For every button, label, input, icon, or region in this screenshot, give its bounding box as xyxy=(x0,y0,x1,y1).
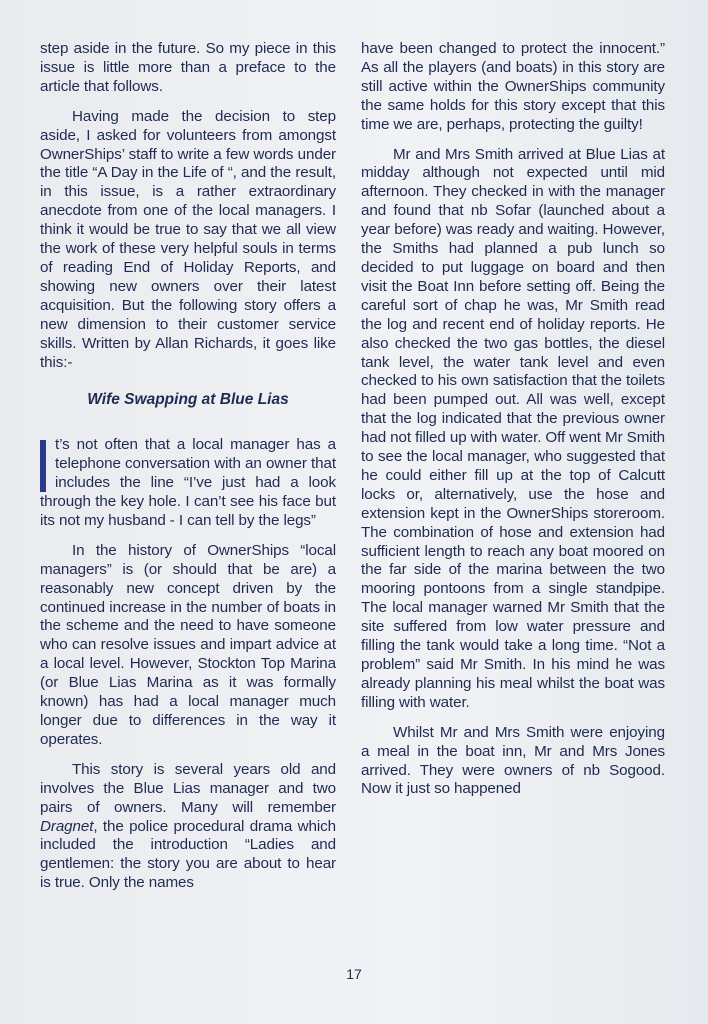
paragraph-local-managers: In the history of OwnerShips “local managers” is (or should that be are) a reasonably new concept driven by the continued increase in the number of boats in the scheme and the need to have someone who can resolve issues and impart advice at a local level. However, Stockton Top Marina (or Blue Lias Marina as it was formally known) has had a local manager much longer due to differences in the way it operates. xyxy=(40,541,336,748)
paragraph-smiths-arrival: Mr and Mrs Smith arrived at Blue Lias at midday although not expected until mid afternoon. They checked in with the manager and found that nb Sofar (launched about a year before) was ready and waiting. However, the Smiths had planned a pub lunch so decided to put luggage on board and then visit the Boat Inn before setting off. Being the careful sort of chap he was, Mr Smith read the log and recent end of holiday reports. He also checked the two gas bottles, the diesel tank level, the water tank level and even checked to his own satisfaction that the toilets had been pumped out. All was well, except that the log indicated that the previous owner had not filled up with water. Off went Mr Smith to see the local manager, who suggested that he could either fill up at the top of Calcutt locks or, alternatively, use the hose and extension kept in the OwnerShips storeroom. The combination of hose and extension had sufficient length to reach any boat moored on the far side of the marina between the two mooring pontoons from a single standpipe. The local manager warned Mr Smith that the site suffered from low water pressure and filling the tank would take a long time. “Not a problem” said Mr Smith. In his mind he was already planning his meal whilst the boat was filling with water. xyxy=(361,145,665,711)
left-column xyxy=(40,40,336,904)
page-number: 17 xyxy=(346,966,362,982)
drop-cap-bar xyxy=(40,440,46,492)
paragraph-intro-continuation: step aside in the future. So my piece in this issue is little more than a preface to the article that follows. xyxy=(40,40,336,95)
paragraph-dragnet xyxy=(40,761,336,893)
paragraph-innocent: have been changed to protect the innocent.” As all the players (and boats) in this story are still active within the OwnerShips community the same holds for this story except that this time we are, perhaps, protecting the guilty! xyxy=(361,40,665,133)
right-column xyxy=(361,40,665,810)
dragnet-text-b: , the police procedural drama which included the introduction “Ladies and gentlemen: the story you are about to hear is true. Only the names xyxy=(40,817,336,892)
paragraph-jones-arrival: Whilst Mr and Mrs Smith were enjoying a meal in the boat inn, Mr and Mrs Jones arrived. They were owners of nb Sogood. Now it just so happened xyxy=(361,723,665,798)
article-headline: Wife Swapping at Blue Lias xyxy=(87,391,289,409)
opening-text: t’s not often that a local manager has a telephone conversation with an owner that includes the line “I’ve just had a look through the key hole. I can’t see his face but its not my husband - I can tell by the legs” xyxy=(40,436,336,529)
dragnet-text-a: This story is several years old and involves the Blue Lias manager and two pairs of owners. Many will remember xyxy=(40,760,336,816)
dragnet-title: Dragnet xyxy=(40,817,94,835)
paragraph-preface: Having made the decision to step aside, I asked for volunteers from amongst OwnerShips’ staff to write a few words under the title “A Day in the Life of “, and the result, in this issue, is a rather extraordinary anecdote from one of the local managers. I think it would be true to say that we all view the work of these very helpful souls in terms of reading End of Holiday Reports, and showing new owners over their latest acquisition. But the following story offers a new dimension to their customer service skills. Written by Allan Richards, it goes like this:- xyxy=(40,107,336,371)
paragraph-opening xyxy=(40,436,336,531)
